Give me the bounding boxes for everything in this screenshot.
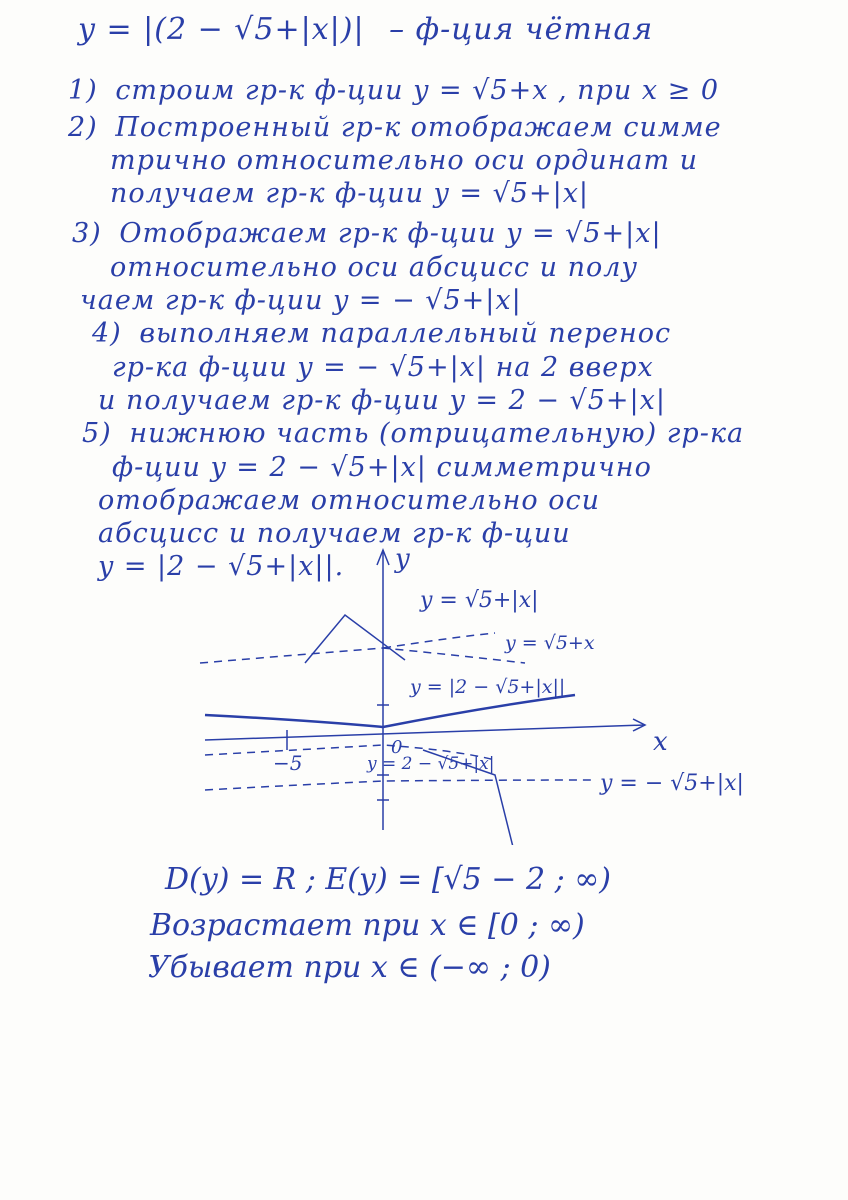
increasing-interval: Возрастает при x ∈ [0 ; ∞) <box>150 908 585 943</box>
step-5-line-4: абсцисс и получаем гр-к ф-ции <box>98 518 571 549</box>
step-4-number: 4) <box>92 318 122 349</box>
step-2-line-2: трично относительно оси ординат и <box>110 145 699 176</box>
step-5-line-5: y = |2 − √5+|x||. <box>98 551 345 582</box>
step-2-line-1: Построенный гр-к отображаем симме <box>115 112 722 143</box>
tick-neg5-label: −5 <box>273 751 303 775</box>
step-3 <box>72 218 662 249</box>
function-graph <box>195 545 835 845</box>
step-2-line-3: получаем гр-к ф-ции y = √5+|x| <box>110 178 590 209</box>
label-sqrt-x: y = √5+x <box>505 632 595 654</box>
step-2-number: 2) <box>68 112 98 143</box>
step-4 <box>92 318 671 349</box>
step-4-line-2: гр-ка ф-ции y = − √5+|x| на 2 вверх <box>112 352 654 383</box>
origin-label: 0 <box>391 737 403 758</box>
step-5-line-1: нижнюю часть (отрицательную) гр-ка <box>129 418 745 449</box>
leader-line-1 <box>305 615 405 663</box>
decreasing-interval: Убывает при x ∈ (−∞ ; 0) <box>148 950 551 985</box>
step-5 <box>82 418 744 449</box>
x-axis <box>205 725 645 740</box>
title-note: – ф-ция чётная <box>389 12 654 47</box>
label-shifted: y = 2 − √5+|x| <box>367 754 495 774</box>
step-3-line-3: чаем гр-к ф-ции y = − √5+|x| <box>80 285 522 316</box>
y-axis-label: y <box>395 545 410 574</box>
label-sqrt-abs: y = √5+|x| <box>420 588 539 613</box>
step-1 <box>68 75 719 106</box>
step-4-line-1: выполняем параллельный перенос <box>139 318 672 349</box>
title-function: y = |(2 − √5+|x|)| <box>78 12 365 47</box>
step-3-line-1: Отображаем гр-к ф-ции y = √5+|x| <box>119 218 662 249</box>
step-1-number: 1) <box>68 75 98 106</box>
step-5-line-2: ф-ции y = 2 − √5+|x| симметрично <box>112 452 652 483</box>
step-2 <box>68 112 722 143</box>
step-4-line-3: и получаем гр-к ф-ции y = 2 − √5+|x| <box>98 385 666 416</box>
label-neg: y = − √5+|x| <box>600 771 744 796</box>
step-5-line-3: отображаем относительно оси <box>98 485 600 516</box>
step-1-line-1: строим гр-к ф-ции y = √5+x , при x ≥ 0 <box>115 75 720 106</box>
step-5-number: 5) <box>82 418 112 449</box>
curve-sqrt-x <box>383 633 495 648</box>
curve-sqrt-abs <box>200 648 525 663</box>
label-abs-main: y = |2 − √5+|x|| <box>410 676 566 698</box>
curve-abs-main <box>205 695 575 727</box>
x-axis-label: x <box>653 727 668 757</box>
step-3-number: 3) <box>72 218 102 249</box>
page-title <box>78 12 653 47</box>
step-3-line-2: относительно оси абсцисс и полу <box>110 252 639 283</box>
domain-range: D(y) = R ; E(y) = [√5 − 2 ; ∞) <box>165 862 611 897</box>
curve-neg <box>205 780 595 790</box>
